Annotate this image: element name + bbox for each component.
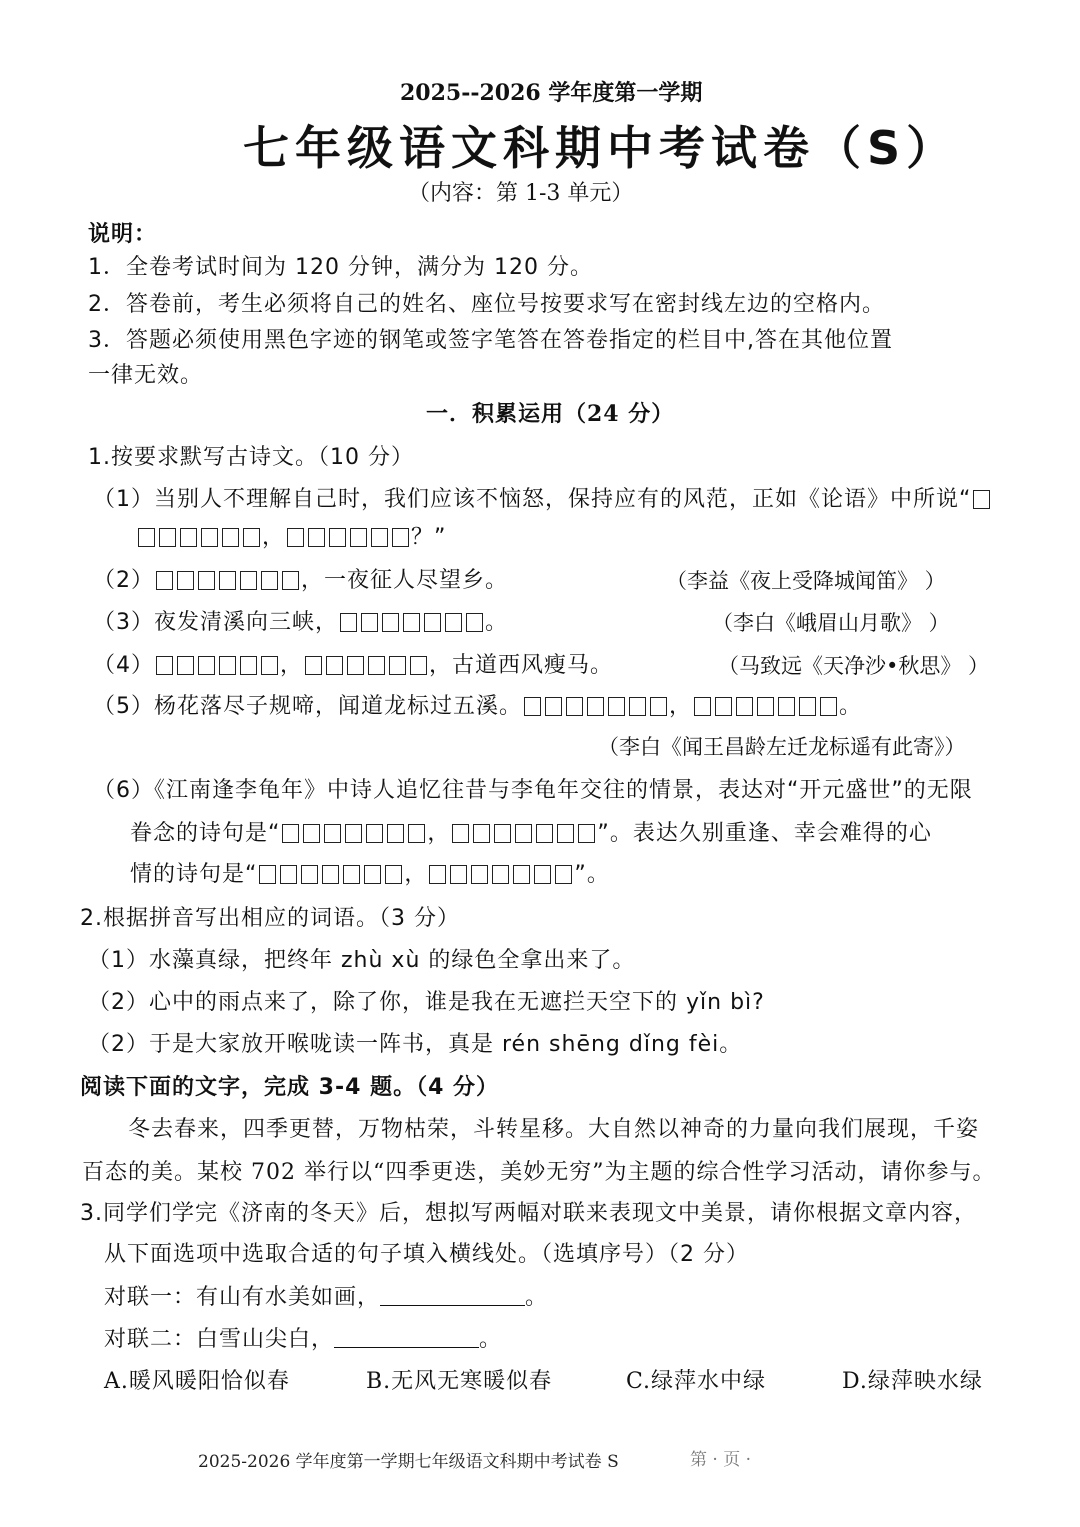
option-b: B.无风无寒暖似春 — [366, 1369, 553, 1394]
q1-item-3 — [93, 605, 508, 636]
answer-box[interactable] — [201, 528, 218, 547]
answer-box[interactable] — [340, 613, 357, 632]
answer-box[interactable] — [366, 824, 383, 843]
answer-box[interactable] — [424, 613, 441, 632]
couplet-1-blank[interactable] — [380, 1285, 525, 1306]
answer-box[interactable] — [180, 528, 197, 547]
q2-item-3 — [88, 1027, 742, 1058]
answer-box[interactable] — [301, 865, 318, 884]
item-text: ？” — [411, 525, 447, 550]
pinyin: yǐn bì — [686, 990, 753, 1015]
answer-box[interactable] — [566, 697, 583, 716]
item-text: 《江南逢李龟年》中诗人追忆往昔与李龟年交往的情景，表达对“开元盛世”的无限 — [154, 778, 973, 803]
q1-item-6 — [93, 773, 973, 804]
q2-prompt: 2.根据拼音写出相应的词语。（3 分） — [80, 906, 460, 931]
answer-box[interactable] — [473, 824, 490, 843]
answer-box[interactable] — [322, 865, 339, 884]
exam-scope: （内容：第 1-3 单元） — [408, 181, 634, 206]
separator: ， — [262, 525, 286, 550]
reading-passage-line2: 百态的美。某校 702 举行以“四季更迭，美妙无穷”为主题的综合性学习活动，请你参与。 — [82, 1160, 996, 1185]
q1-item-3-source: （李白《峨眉山月歌》 ） — [712, 611, 950, 635]
item-text: 心中的雨点来了，除了你，谁是我在无遮拦天空下的 — [149, 990, 686, 1015]
answer-box[interactable] — [343, 865, 360, 884]
answer-box[interactable] — [534, 865, 551, 884]
pinyin: rén shēng dǐng fèi — [502, 1032, 720, 1057]
answer-box[interactable] — [261, 571, 278, 590]
answer-box[interactable] — [466, 613, 483, 632]
item-text: ”。 — [574, 862, 610, 887]
answer-box[interactable] — [219, 656, 236, 675]
item-text: 。 — [485, 610, 509, 635]
answer-box[interactable] — [243, 528, 260, 547]
item-label: （3） — [93, 610, 154, 635]
q2-item-1 — [88, 943, 635, 974]
answer-box[interactable] — [715, 697, 732, 716]
footer-page: 第 · 页 · — [690, 1450, 752, 1470]
answer-box[interactable] — [308, 528, 325, 547]
instruction-2: 2．答卷前，考生必须将自己的姓名、座位号按要求写在密封线左边的空格内。 — [88, 292, 885, 317]
answer-box[interactable] — [445, 613, 462, 632]
answer-box[interactable] — [778, 697, 795, 716]
item-text: 眷念的诗句是“ — [130, 821, 281, 846]
answer-box[interactable] — [282, 824, 299, 843]
q1-item-1-line2 — [136, 520, 446, 551]
answer-box[interactable] — [222, 528, 239, 547]
item-label: （1） — [88, 948, 149, 973]
answer-box[interactable] — [608, 697, 625, 716]
answer-box[interactable] — [177, 656, 194, 675]
answer-box[interactable] — [219, 571, 236, 590]
answer-box[interactable] — [138, 528, 155, 547]
answer-box[interactable] — [494, 824, 511, 843]
q1-item-4-source: （马致远《天净沙•秋思》 ） — [718, 654, 990, 678]
section-title: 一．积累运用（24 分） — [426, 401, 675, 427]
answer-box[interactable] — [452, 824, 469, 843]
item-text: 当别人不理解自己时，我们应该不恼怒，保持应有的风范，正如《论语》中所说“ — [154, 487, 972, 512]
answer-box[interactable] — [198, 571, 215, 590]
option-d: D.绿萍映水绿 — [842, 1369, 983, 1394]
answer-box[interactable] — [403, 613, 420, 632]
answer-box[interactable] — [329, 528, 346, 547]
item-label: （2） — [88, 1032, 149, 1057]
footer-text: 2025-2026 学年度第一学期七年级语文科期中考试卷 S — [198, 1452, 619, 1472]
reading-prompt: 阅读下面的文字，完成 3-4 题。（4 分） — [80, 1075, 500, 1100]
answer-box[interactable] — [282, 571, 299, 590]
period: 。 — [479, 1327, 503, 1352]
item-text: 情的诗句是“ — [130, 862, 258, 887]
answer-box[interactable] — [371, 528, 388, 547]
answer-box[interactable] — [513, 865, 530, 884]
answer-box[interactable] — [305, 656, 322, 675]
q1-item-1 — [93, 482, 992, 513]
item-text: ，一夜征人尽望乡。 — [301, 568, 509, 593]
separator: ， — [280, 653, 304, 678]
answer-box[interactable] — [324, 824, 341, 843]
answer-box[interactable] — [392, 528, 409, 547]
answer-box[interactable] — [364, 865, 381, 884]
q1-item-2-source: （李益《夜上受降城闻笛》 ） — [666, 569, 946, 593]
answer-box[interactable] — [303, 824, 320, 843]
answer-box[interactable] — [259, 865, 276, 884]
option-c: C.绿萍水中绿 — [626, 1369, 767, 1394]
answer-box[interactable] — [177, 571, 194, 590]
answer-box[interactable] — [350, 528, 367, 547]
answer-box[interactable] — [820, 697, 837, 716]
q1-item-6-line2 — [130, 816, 932, 847]
answer-box[interactable] — [156, 571, 173, 590]
item-text: ? — [752, 990, 765, 1015]
answer-box[interactable] — [368, 656, 385, 675]
q1-item-2 — [93, 563, 508, 594]
answer-box[interactable] — [545, 697, 562, 716]
couplet-1 — [104, 1280, 548, 1311]
item-label: （4） — [93, 653, 154, 678]
couplet-text: 对联一：有山有水美如画， — [104, 1285, 381, 1310]
answer-box[interactable] — [385, 865, 402, 884]
answer-box[interactable] — [287, 528, 304, 547]
answer-box[interactable] — [410, 656, 427, 675]
item-label: （2） — [88, 990, 149, 1015]
answer-box[interactable] — [694, 697, 711, 716]
answer-box[interactable] — [198, 656, 215, 675]
separator: ， — [669, 694, 693, 719]
period: 。 — [525, 1285, 549, 1310]
separator: ， — [404, 862, 428, 887]
answer-box[interactable] — [555, 865, 572, 884]
answer-box[interactable] — [578, 824, 595, 843]
q1-item-5 — [93, 689, 862, 720]
answer-box[interactable] — [557, 824, 574, 843]
pinyin: zhù xù — [341, 948, 421, 973]
answer-box[interactable] — [389, 656, 406, 675]
answer-box[interactable] — [347, 656, 364, 675]
answer-box[interactable] — [536, 824, 553, 843]
item-text: ”。表达久别重逢、幸会难得的心 — [597, 821, 932, 846]
answer-box[interactable] — [471, 865, 488, 884]
item-label: （6） — [93, 778, 154, 803]
reading-passage-line1: 冬去春来，四季更替，万物枯荣，斗转星移。大自然以神奇的力量向我们展现，千姿 — [128, 1117, 980, 1142]
instruction-3: 3．答题必须使用黑色字迹的钢笔或签字笔答在答卷指定的栏目中,答在其他位置 — [88, 328, 893, 353]
answer-box[interactable] — [382, 613, 399, 632]
item-label: （5） — [93, 694, 154, 719]
item-text: 。 — [719, 1032, 743, 1057]
answer-box[interactable] — [587, 697, 604, 716]
answer-box[interactable] — [326, 656, 343, 675]
q2-item-2 — [88, 985, 765, 1016]
answer-box[interactable] — [450, 865, 467, 884]
answer-box[interactable] — [524, 697, 541, 716]
item-text: 的绿色全拿出来了。 — [420, 948, 636, 973]
answer-box[interactable] — [799, 697, 816, 716]
answer-box[interactable] — [361, 613, 378, 632]
answer-box[interactable] — [159, 528, 176, 547]
option-a: A.暖风暖阳恰似春 — [104, 1369, 290, 1394]
q3-prompt-line2: 从下面选项中选取合适的句子填入横线处。（选填序号）（2 分） — [104, 1242, 749, 1267]
q1-item-5-source: （李白《闻王昌龄左迁龙标遥有此寄》） — [598, 735, 966, 759]
answer-box[interactable] — [240, 571, 257, 590]
q1-item-4 — [93, 648, 613, 679]
item-label: （2） — [93, 568, 154, 593]
item-text: 于是大家放开喉咙读一阵书，真是 — [149, 1032, 502, 1057]
answer-box[interactable] — [429, 865, 446, 884]
answer-box[interactable] — [515, 824, 532, 843]
answer-box[interactable] — [280, 865, 297, 884]
answer-box[interactable] — [492, 865, 509, 884]
separator: ， — [427, 821, 451, 846]
exam-title: 七年级语文科期中考试卷（S） — [243, 121, 959, 175]
answer-box[interactable] — [240, 656, 257, 675]
item-text: ，古道西风瘦马。 — [429, 653, 614, 678]
answer-box[interactable] — [736, 697, 753, 716]
answer-box[interactable] — [973, 490, 990, 509]
item-text: 夜发清溪向三峡， — [154, 610, 339, 635]
answer-box[interactable] — [757, 697, 774, 716]
item-text: 水藻真绿，把终年 — [149, 948, 341, 973]
item-label: （1） — [93, 487, 154, 512]
instruction-1: 1．全卷考试时间为 120 分钟，满分为 120 分。 — [88, 255, 593, 280]
q3-prompt-line1: 3.同学们学完《济南的冬天》后，想拟写两幅对联来表现文中美景，请你根据文章内容， — [80, 1201, 977, 1226]
couplet-text: 对联二：白雪山尖白， — [104, 1327, 335, 1352]
answer-box[interactable] — [345, 824, 362, 843]
instructions-heading: 说明： — [88, 222, 158, 247]
q1-prompt: 1.按要求默写古诗文。（10 分） — [88, 445, 414, 470]
item-text: 。 — [839, 694, 863, 719]
couplet-2 — [104, 1322, 502, 1353]
answer-box[interactable] — [156, 656, 173, 675]
answer-box[interactable] — [650, 697, 667, 716]
answer-box[interactable] — [261, 656, 278, 675]
q1-item-6-line3 — [130, 857, 610, 888]
instruction-3-cont: 一律无效。 — [88, 363, 204, 388]
answer-box[interactable] — [408, 824, 425, 843]
exam-term: 2025--2026 学年度第一学期 — [400, 80, 703, 106]
answer-box[interactable] — [387, 824, 404, 843]
answer-box[interactable] — [629, 697, 646, 716]
couplet-2-blank[interactable] — [334, 1327, 479, 1348]
item-text: 杨花落尽子规啼，闻道龙标过五溪。 — [154, 694, 523, 719]
